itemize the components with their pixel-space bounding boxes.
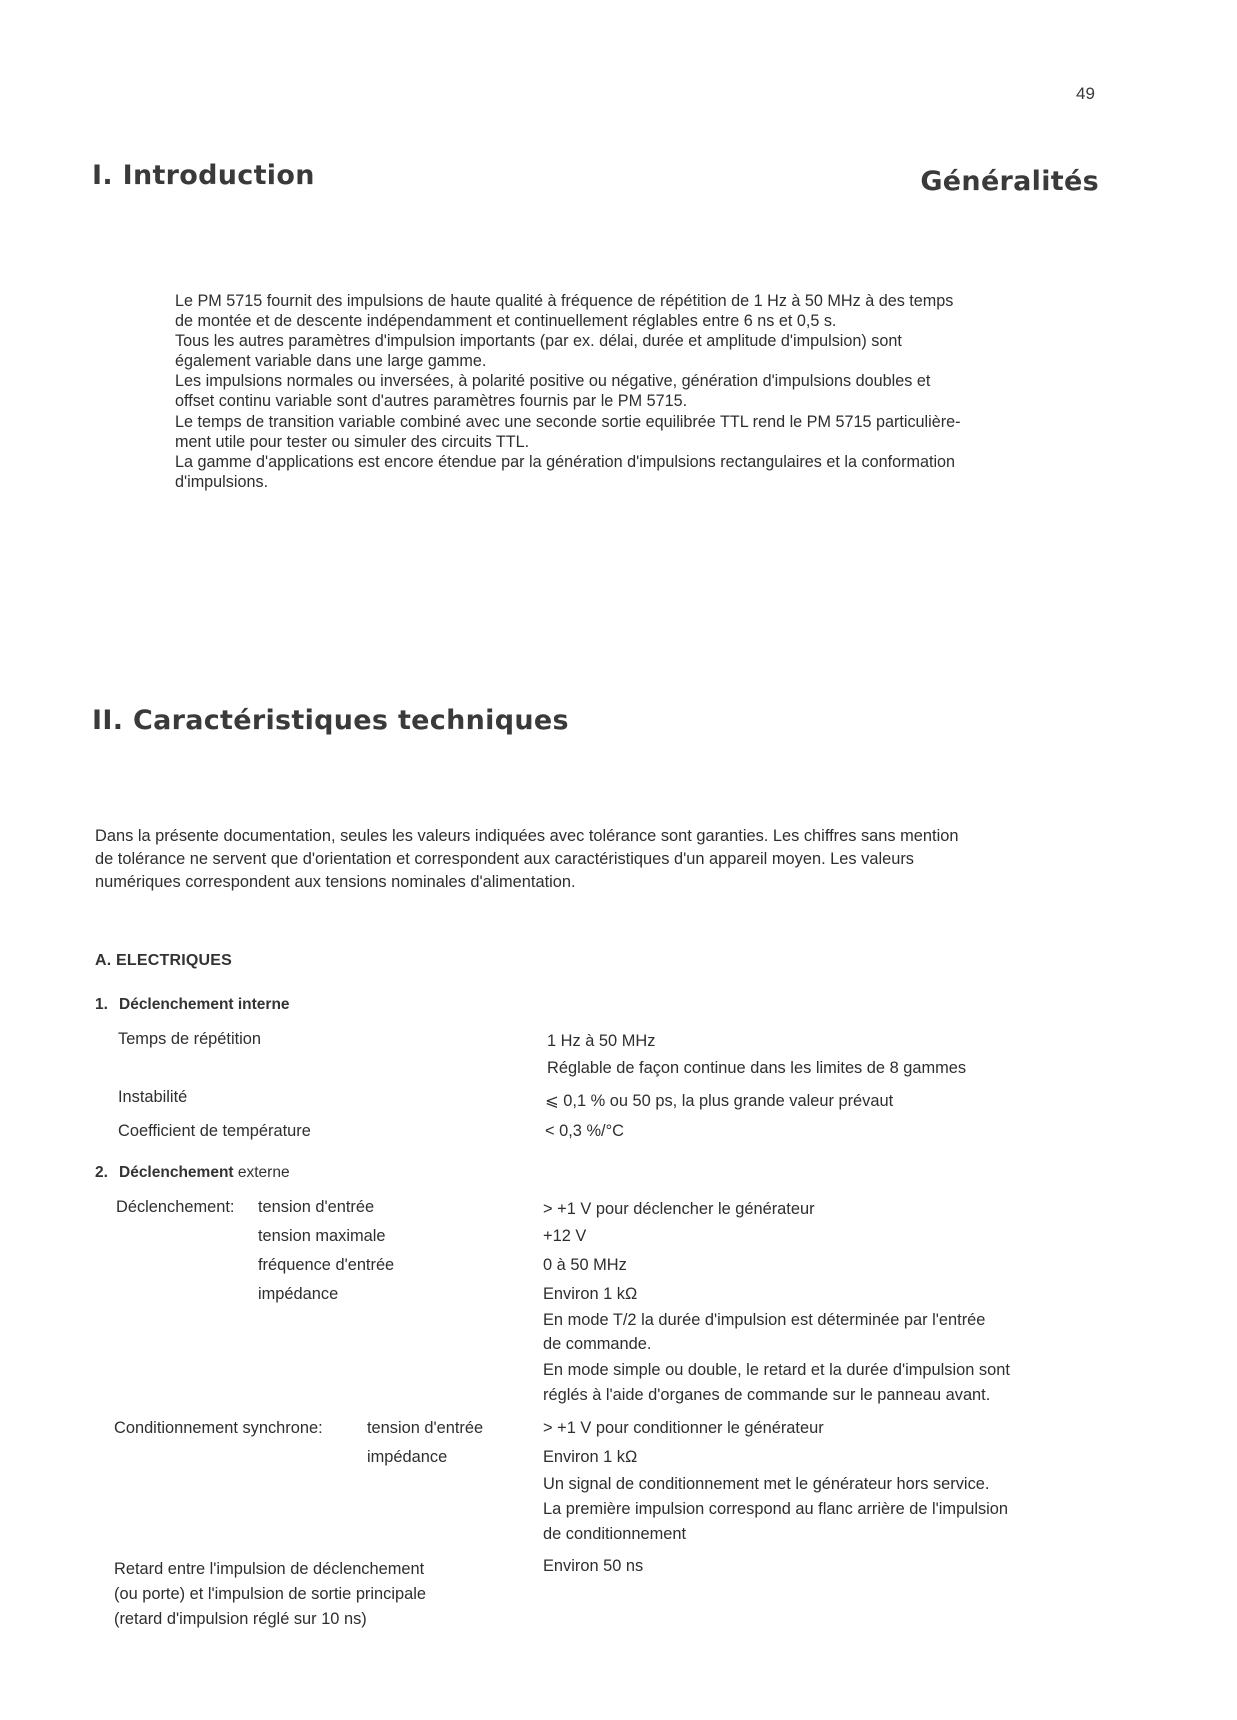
intro-line: offset continu variable sont d'autres paramètres fournis par le PM 5715.	[175, 392, 688, 411]
intro-line: de montée et de descente indépendamment et continuellement réglables entre 6 ns et 0,5 s.	[175, 312, 837, 331]
subsection-1-heading	[95, 996, 290, 1014]
spec-label: Coefficient de température	[118, 1122, 311, 1140]
intro-line: Le PM 5715 fournit des impulsions de haute qualité à fréquence de répétition de 1 Hz à 50 MHz à des temps	[175, 292, 954, 310]
spec-value: < 0,3 %/°C	[545, 1122, 624, 1140]
intro-line: Les impulsions normales ou inversées, à polarité positive ou négative, génération d'impulsions doubles et	[175, 372, 931, 391]
param-value: La première impulsion correspond au flanc arrière de l'impulsion	[543, 1500, 1009, 1518]
param-label: tension maximale	[258, 1227, 386, 1245]
param-label: impédance	[367, 1448, 448, 1466]
spec-value: ⩽ 0,1 % ou 50 ps, la plus grande valeur prévaut	[545, 1092, 894, 1110]
retard-label-line: (retard d'impulsion réglé sur 10 ns)	[114, 1610, 367, 1628]
subsection-title: Déclenchement interne	[119, 996, 290, 1013]
heading-introduction: I. Introduction	[92, 160, 315, 191]
intro-line: Tous les autres paramètres d'impulsion importants (par ex. délai, durée et amplitude d'impulsion) sont	[175, 332, 902, 351]
param-label: impédance	[258, 1285, 339, 1303]
preamble-line: numériques correspondent aux tensions nominales d'alimentation.	[95, 873, 576, 891]
subsection-title-rest: externe	[233, 1164, 290, 1181]
param-value: Environ 1 kΩ	[543, 1285, 638, 1303]
preamble-text	[95, 825, 1085, 894]
declenchement-label: Déclenchement:	[116, 1198, 235, 1216]
heading-caracteristiques: II. Caractéristiques techniques	[92, 705, 569, 736]
heading-generalites: Généralités	[920, 166, 1099, 197]
retard-label-line: (ou porte) et l'impulsion de sortie principale	[114, 1585, 426, 1603]
subsection-number: 1.	[95, 996, 108, 1013]
param-value: En mode simple ou double, le retard et la durée d'impulsion sont	[543, 1361, 1010, 1379]
subsection-2-heading	[95, 1164, 290, 1182]
intro-line: La gamme d'applications est encore étendue par la génération d'impulsions rectangulaires et la conformation	[175, 452, 956, 471]
retard-label-line: Retard entre l'impulsion de déclenchement	[114, 1560, 425, 1578]
param-label: fréquence d'entrée	[258, 1256, 395, 1274]
intro-line: Le temps de transition variable combiné avec une seconde sortie equilibrée TTL rend le PM 5715 particulière-	[175, 412, 961, 431]
param-value: Environ 1 kΩ	[543, 1448, 638, 1466]
subsection-title: Déclenchement	[119, 1164, 234, 1181]
spec-label: Instabilité	[118, 1088, 188, 1106]
retard-value: Environ 50 ns	[543, 1557, 644, 1575]
preamble-line: Dans la présente documentation, seules les valeurs indiquées avec tolérance sont garanties. Les chiffres sans mention	[95, 827, 959, 845]
intro-line: ment utile pour tester ou simuler des circuits TTL.	[175, 432, 530, 451]
conditionnement-label: Conditionnement synchrone:	[114, 1419, 323, 1437]
param-label: tension d'entrée	[367, 1419, 484, 1437]
param-value: > +1 V pour déclencher le générateur	[543, 1200, 815, 1218]
preamble-line: de tolérance ne servent que d'orientation et correspondent aux caractéristiques d'un appareil moyen. Les valeurs	[95, 850, 915, 868]
intro-line: également variable dans une large gamme.	[175, 352, 487, 371]
page-number: 49	[1076, 84, 1095, 103]
param-value: 0 à 50 MHz	[543, 1256, 627, 1274]
subsection-number: 2.	[95, 1164, 108, 1181]
spec-label: Temps de répétition	[118, 1030, 262, 1048]
param-value: +12 V	[543, 1227, 587, 1245]
section-a-heading: A. ELECTRIQUES	[95, 952, 233, 969]
param-value: de conditionnement	[543, 1525, 687, 1543]
retard-label	[114, 1557, 426, 1632]
param-value: > +1 V pour conditionner le générateur	[543, 1419, 824, 1437]
param-label: tension d'entrée	[258, 1198, 375, 1216]
introduction-text	[175, 291, 1095, 492]
spec-value: 1 Hz à 50 MHz	[547, 1032, 656, 1050]
param-value: de commande.	[543, 1335, 652, 1353]
param-value: En mode T/2 la durée d'impulsion est déterminée par l'entrée	[543, 1311, 986, 1329]
param-value: réglés à l'aide d'organes de commande sur le panneau avant.	[543, 1386, 991, 1404]
intro-line: d'impulsions.	[175, 472, 269, 491]
spec-value: Réglable de façon continue dans les limites de 8 gammes	[547, 1059, 967, 1077]
param-value: Un signal de conditionnement met le générateur hors service.	[543, 1475, 990, 1493]
